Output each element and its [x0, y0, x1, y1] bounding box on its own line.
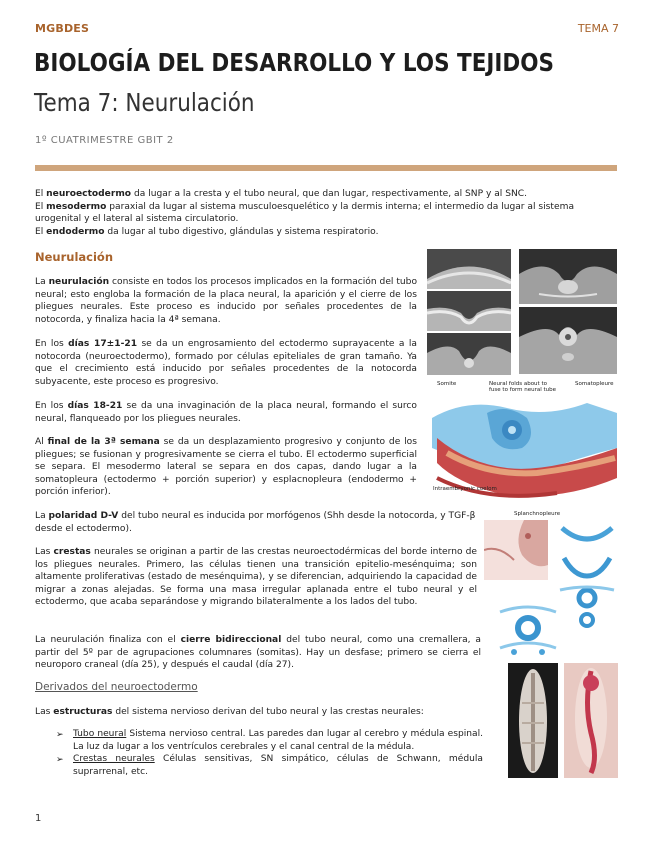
paragraph-neurulacion: La neurulación consiste en todos los procesos implicados en la formación del tubo neural; esto engloba la formación de la placa neural, la aparición y el cierre de los pliegues neurales. Este proceso es inducido por señales procedentes de la notocorda, y finaliza hacia la 4ª semana.	[35, 277, 418, 325]
sem-micrograph-image	[519, 249, 617, 304]
bullet-arrow-icon: ➢	[56, 730, 64, 740]
sem-micrograph-image	[427, 249, 511, 289]
paragraph-crestas: Las crestas neurales se originan a partir de las crestas neuroectodérmicas del borde interno de los pliegues neurales. Primero, las células tienen una transición epitelio-mesénquima; son altamente proliferativas (estado de mesénquima), y se diferencian, adquiriendo la capacidad de migrar a zonas alejadas. Se forma una masa irregular aplanada entre el tubo neural y el ectodermo, que acaba separándose y migrando bilateralmente a los lados del tubo.	[35, 547, 477, 608]
figure-label-coelom: Intraembryonic coelom	[433, 486, 497, 492]
intro-neuroectodermo: El neuroectodermo da lugar a la cresta y el tubo neural, que dan lugar, respectivamente, al SNP y al SNC.	[35, 189, 528, 199]
intro-endodermo: El endodermo da lugar al tubo digestivo, glándulas y sistema respiratorio.	[35, 226, 379, 237]
derivados-intro: Las estructuras del sistema nervioso derivan del tubo neural y las crestas neurales:	[35, 707, 424, 717]
document-subtitle: Tema 7: Neurulación	[34, 88, 255, 117]
figure-label-splanchnopleure: Splanchnopleure	[514, 511, 561, 517]
figure-label-neural-folds: Neural folds about to fuse to form neural tube	[489, 381, 557, 393]
document-meta: 1º CUATRIMESTRE GBIT 2	[35, 135, 174, 146]
intro-block	[35, 188, 618, 238]
figure-label-somite: Somite	[437, 381, 457, 387]
subsection-heading: Derivados del neuroectodermo	[35, 681, 198, 693]
bullet-tubo-neural: Tubo neural Sistema nervioso central. Las paredes dan lugar al cerebro y médula espinal. La luz da lugar a los ventrículos cerebrales y el canal central de la médula.	[73, 729, 483, 752]
neural-tube-stages-diagram	[556, 520, 618, 628]
sem-micrograph-image	[519, 307, 617, 374]
paragraph-cierre: La neurulación finaliza con el cierre bidireccional del tubo neural, como una cremallera, a partir del 5º par de agrupaciones columnares (somitas). Hay un desfase; primero se cierra el neuroporo craneal (día 25), y después el caudal (día 27).	[35, 635, 482, 671]
paragraph-polaridad: La polaridad D-V del tubo neural es inducida por morfógenos (Shh desde la notocorda, y TGF-β desde el ectodermo).	[35, 511, 476, 534]
header-topic: TEMA 7	[577, 22, 619, 35]
paragraph-dias-18-21: En los días 18-21 se da una invaginación de la placa neural, formando el surco neural, flanqueado por los pliegues neurales.	[35, 401, 418, 424]
sem-micrograph-image	[427, 333, 511, 375]
title-divider	[35, 165, 617, 171]
figure-label-somatopleure: Somatopleure	[575, 381, 614, 387]
section-heading: Neurulación	[35, 250, 114, 264]
paragraph-final-3-semana: Al final de la 3ª semana se da un desplazamiento progresivo y conjunto de los pliegues; se fusionan y progresivamente se cierra el tubo. El ectodermo superficial se separa. El mesodermo lateral se separa en dos capas, dando lugar a la somatopleura (ectodermo + porción superior) y esplacnopleura (endodermo + porción inferior).	[35, 437, 417, 498]
document-title: BIOLOGÍA DEL DESARROLLO Y LOS TEJIDOS	[34, 48, 555, 77]
neural-tube-illustration	[427, 378, 619, 508]
embryo-photo-image	[564, 663, 618, 778]
header-course-code: MGBDES	[35, 22, 90, 35]
page-number: 1	[35, 813, 42, 824]
neural-tube-stages-diagram	[496, 600, 560, 662]
embryo-photo-image	[508, 663, 558, 778]
paragraph-dias-17-21: En los días 17±1-21 se da un engrosamiento del ectodermo suprayacente a la notocorda (neuroectodermo), formado por células epiteliales de gran tamaño. Ya que el crecimiento está inducido por señales procedentes de la notocorda subyacente, este proceso es progresivo.	[35, 339, 418, 387]
intro-mesodermo: El mesodermo paraxial da lugar al sistema musculoesquelético y la dermis interna; el intermedio da lugar al sistema urogenital y el lateral al sistema circulatorio.	[35, 201, 575, 225]
histology-image	[484, 520, 548, 580]
sem-micrograph-image	[427, 291, 511, 331]
bullet-crestas-neurales: Crestas neurales Células sensitivas, SN simpático, células de Schwann, médula suprarrenal, etc.	[73, 754, 483, 777]
bullet-arrow-icon: ➢	[56, 755, 64, 765]
